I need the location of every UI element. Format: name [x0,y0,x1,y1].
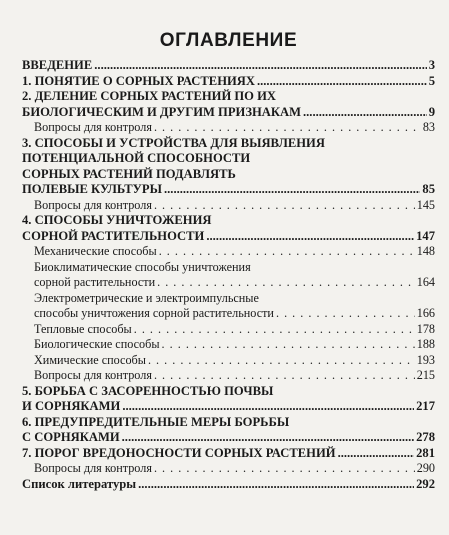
toc-entry-text: 6. ПРЕДУПРЕДИТЕЛЬНЫЕ МЕРЫ БОРЬБЫ [22,414,290,429]
toc-entry-text: Вопросы для контроля [34,461,152,475]
toc-entry-text: И СОРНЯКАМИ [22,399,121,413]
toc-page-number: 278 [416,430,435,444]
toc-page-number: 145 [416,197,435,212]
toc-subsection-entry [22,461,435,477]
toc-entry-text: Список литературы [22,476,137,491]
dot-leader [157,275,415,291]
toc-entry-text: СОРНЫХ РАСТЕНИЙ ПОДАВЛЯТЬ [22,166,236,181]
toc-entry-text: Электрометрические и электроимпульсные [34,290,259,305]
toc-entry-text: Тепловые способы [34,321,132,336]
toc-subsection-entry [22,322,435,338]
toc-page-number: 166 [416,306,435,320]
toc-chapter-entry [22,89,435,120]
toc-entry-text: 7. ПОРОГ ВРЕДОНОСНОСТИ СОРНЫХ РАСТЕНИЙ [22,445,336,460]
toc-entry-text: С СОРНЯКАМИ [22,430,120,444]
toc-chapter-entry [22,415,435,446]
toc-page-number: 217 [416,399,435,413]
table-of-contents [22,58,435,492]
toc-entry-text: ПОЛЕВЫЕ КУЛЬТУРЫ [22,182,162,196]
dot-leader [206,229,414,245]
dot-leader [303,105,427,121]
toc-chapter-entry [22,74,435,90]
toc-entry-text: ПОТЕНЦИАЛЬНОЙ СПОСОБНОСТИ [22,151,251,165]
toc-chapter-entry [22,446,435,462]
toc-subsection-entry [22,353,435,369]
toc-entry-text: 4. СПОСОБЫ УНИЧТОЖЕНИЯ [22,213,212,227]
toc-page-number: 290 [416,461,435,475]
toc-entry-text: Механические способы [34,244,157,258]
dot-leader [154,120,421,136]
toc-chapter-entry [22,58,435,74]
toc-page-number: 83 [422,120,435,134]
toc-entry-text: Биологические способы [34,337,160,351]
dot-leader [148,353,415,369]
toc-page-number: 148 [416,244,435,258]
dot-leader [94,58,426,74]
dot-leader [154,461,415,477]
toc-chapter-entry [22,384,435,415]
toc-subsection-entry [22,198,435,214]
toc-page-number: 85 [422,182,435,196]
toc-entry-text: 3. СПОСОБЫ И УСТРОЙСТВА ДЛЯ ВЫЯВЛЕНИЯ [22,135,325,150]
dot-leader [162,337,415,353]
toc-entry-text: 2. ДЕЛЕНИЕ СОРНЫХ РАСТЕНИЙ ПО ИХ [22,89,277,103]
toc-subsection-entry [22,120,435,136]
dot-leader [154,368,415,384]
page-title: ОГЛАВЛЕНИЕ [159,30,298,51]
toc-entry-text: 5. БОРЬБА С ЗАСОРЕННОСТЬЮ ПОЧВЫ [22,383,274,398]
dot-leader [257,74,427,90]
dot-leader [122,430,414,446]
toc-page-number: 9 [428,104,435,119]
dot-leader [276,306,415,322]
toc-entry-text: СОРНОЙ РАСТИТЕЛЬНОСТИ [22,228,205,243]
toc-entry-text: ВВЕДЕНИЕ [22,58,93,72]
toc-page-number: 178 [416,321,435,336]
toc-entry-text: Химические способы [34,352,146,367]
toc-entry-text: Вопросы для контроля [34,197,152,212]
toc-chapter-entry [22,136,435,198]
dot-leader [159,244,415,260]
dot-leader [138,477,414,493]
toc-subsection-entry [22,337,435,353]
toc-subsection-entry [22,260,435,291]
toc-subsection-entry [22,244,435,260]
toc-page-number: 215 [416,368,435,382]
toc-entry-text: Биоклиматические способы уничтожения [34,259,251,274]
dot-leader [154,198,415,214]
toc-entry-text: способы уничтожения сорной растительности [34,306,274,320]
toc-chapter-entry [22,477,435,493]
dot-leader [122,399,414,415]
dot-leader [134,322,415,338]
toc-page-number: 188 [416,337,435,351]
toc-entry-text: 1. ПОНЯТИЕ О СОРНЫХ РАСТЕНИЯХ [22,73,255,88]
toc-page-number: 3 [428,58,435,72]
toc-page-number: 292 [416,476,435,491]
toc-entry-text: Вопросы для контроля [34,120,152,134]
toc-page-number: 164 [416,275,435,289]
toc-subsection-entry [22,368,435,384]
toc-entry-text: БИОЛОГИЧЕСКИМ И ДРУГИМ ПРИЗНАКАМ [22,104,301,119]
toc-entry-text: сорной растительности [34,275,156,289]
toc-subsection-entry [22,291,435,322]
toc-page-number: 147 [416,228,435,243]
toc-page-number: 193 [416,352,435,367]
toc-page-number: 281 [416,445,435,460]
toc-chapter-entry [22,213,435,244]
toc-entry-text: Вопросы для контроля [34,368,152,382]
dot-leader [338,446,415,462]
toc-page-number: 5 [428,73,435,88]
dot-leader [164,182,420,198]
